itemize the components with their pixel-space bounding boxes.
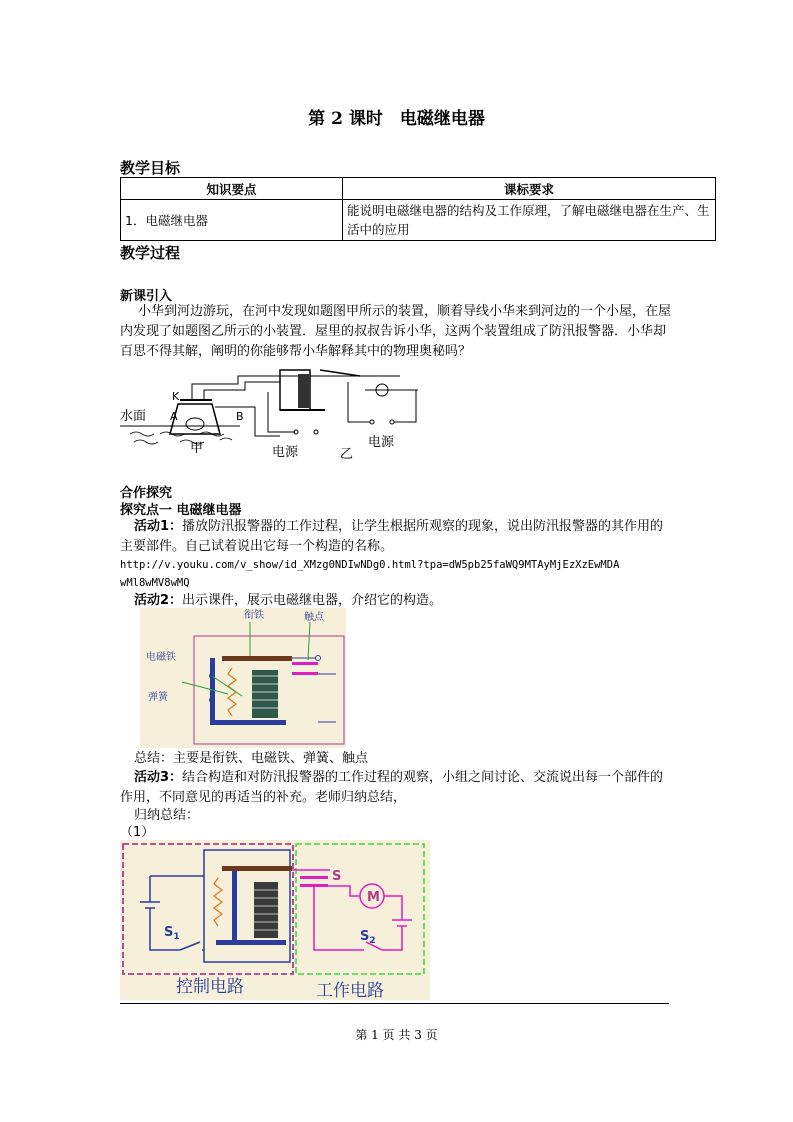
goals-row1-req: 能说明电磁继电器的结构及工作原理，了解电磁继电器在生产、生活中的应用 [343,200,716,241]
video-url-line2[interactable]: wMl8wMV8wMQ [120,577,190,589]
fig2-armature-label: 衔铁 [244,610,264,621]
act1-label: 活动1： [134,519,183,534]
fig2-electromagnet-label: 电磁铁 [146,652,176,663]
page-number: 第 1 页 共 3 页 [355,1028,438,1042]
goals-row1-point: 1．电磁继电器 [121,200,343,241]
act3-label: 活动3： [134,770,183,785]
fig3-s-label: S [332,869,342,884]
page-title: 第 2 课时 电磁继电器 [308,109,485,129]
fig1-water-label: 水面 [120,409,147,424]
fig1-jia-label: 甲 [190,441,204,456]
activity1 [120,517,675,557]
activity3 [120,768,675,808]
fig1-power2-label: 电源 [368,435,395,450]
fig1-power1-label: 电源 [272,445,299,460]
act3-text: 结合构造和对防汛报警器的工作过程的观察，小组之间讨论、交流说出每一个部件的作用，不同意见的再适当的补充。老师归纳总结， [120,770,664,805]
fig3-motor-label: M [367,890,380,905]
table-row [121,200,716,241]
fig1-a-label: A [170,410,178,423]
conclude-label: 归纳总结： [134,808,200,823]
footer-divider [120,1003,669,1004]
fig2-contact-label: 触点 [304,612,324,623]
act2-text: 出示课件，展示电磁继电器，介绍它的构造。 [182,593,443,608]
goals-col-req: 课标要求 [343,178,716,200]
fig1-yi-label: 乙 [340,447,354,462]
table-row [121,178,716,200]
intro-text: 小华到河边游玩，在河中发现如题图甲所示的装置，顺着导线小华来到河边的一个小屋，在屋内发现了如题图乙所示的小装置．屋里的叔叔告诉小华，这两个装置组成了防汛报警器．小华却百思不得其解，阐明的你能够帮小华解释其中的物理奥秘吗？ [120,304,672,359]
relay-structure-figure [140,608,346,748]
process-heading: 教学过程 [120,244,181,262]
goals-heading: 教学目标 [120,159,181,177]
item1-label: （1） [120,825,155,840]
point1-heading: 探究点一 电磁继电器 [120,503,242,518]
fig1-k-label: K [172,390,180,403]
coop-heading: 合作探究 [120,486,173,501]
act1-text: 播放防汛报警器的工作过程，让学生根据所观察的现象，说出防汛报警器的其作用的主要部件。自己试着说出它每一个构造的名称。 [120,519,664,554]
video-url-line1[interactable]: http://v.youku.com/v_show/id_XMzg0NDIwNDg0.html?tpa=dW5pb25faWQ9MTAyMjEzXzEwMDA [120,559,620,571]
fig1-b-label: B [236,410,244,423]
fig3-work-label: 工作电路 [316,981,384,1000]
fig3-s2-label: $S_2$ [360,929,376,946]
flood-alarm-figure [120,362,420,462]
control-work-circuit-figure [120,840,430,1000]
summary: 总结：主要是衔铁、电磁铁、弹簧、触点 [134,751,369,766]
goals-col-point: 知识要点 [121,178,343,200]
intro-heading: 新课引入 [120,289,173,304]
act2-label: 活动2： [134,593,183,608]
fig2-spring-label: 弹簧 [148,692,168,703]
fig3-control-label: 控制电路 [176,977,244,997]
fig3-s1-label: $S_1$ [164,925,180,942]
goals-table [120,177,716,241]
